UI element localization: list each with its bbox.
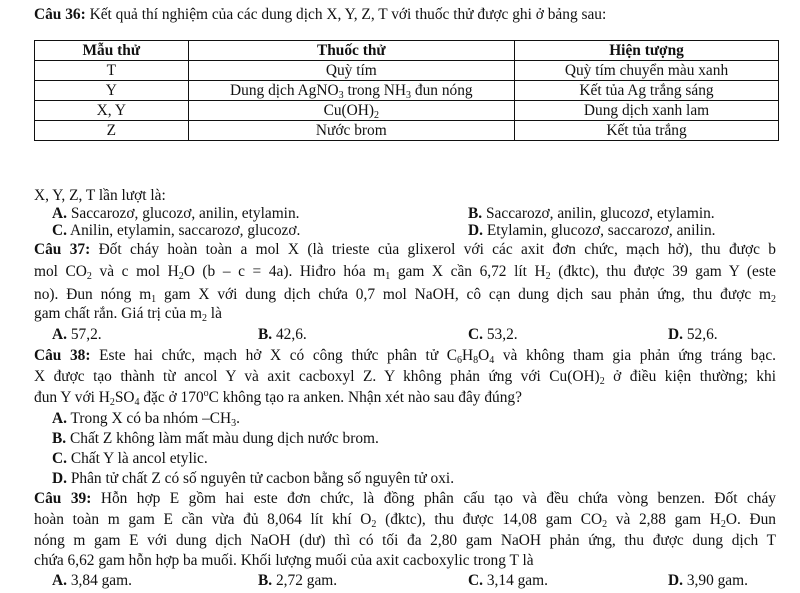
q36-stem bbox=[34, 6, 776, 24]
cell-reagent: $Cu(OH)_2$ bbox=[188, 101, 514, 121]
cell-reagent: Quỳ tím bbox=[188, 61, 514, 81]
q37-label: Câu 37: bbox=[34, 241, 91, 258]
table-row bbox=[35, 101, 779, 121]
q39-line-2: hoàn toàn m gam E cần vừa đủ 8,064 lít khí $O_2$ (đktc), thu được 14,08 gam $CO_2$ và 2,88 gam $H_2O$. Đun bbox=[34, 511, 776, 530]
q36-results-table bbox=[34, 40, 779, 141]
table-row bbox=[35, 61, 779, 81]
q37-option-a[interactable]: A. 57,2. bbox=[52, 326, 102, 343]
q39-line-4: chứa 6,62 gam hỗn hợp ba muối. Khối lượng muối của axit cacboxylic trong T là bbox=[34, 552, 534, 569]
q37-line-4: gam chất rắn. Giá trị của $m_2$ là bbox=[34, 305, 222, 324]
q36-option-d[interactable]: D. Etylamin, glucozơ, saccarozơ, anilin. bbox=[468, 222, 716, 239]
cell-sample: Y bbox=[35, 81, 189, 101]
header-sample: Mẫu thử bbox=[35, 41, 189, 61]
cell-phenomenon: Kết tủa trắng bbox=[515, 121, 779, 141]
table-row bbox=[35, 121, 779, 141]
q38-label: Câu 38: bbox=[34, 347, 91, 364]
q39-line-3: nóng m gam E với dung dịch NaOH (dư) thì có tối đa 2,80 gam NaOH phản ứng, thu được dung dịch T bbox=[34, 532, 776, 549]
q38-line-2: X được tạo thành từ ancol Y và axit cacboxyl Z. Y không phản ứng với $Cu(OH)_2$ ở điều kiện thường; khi bbox=[34, 368, 776, 387]
cell-sample: T bbox=[35, 61, 189, 81]
table-header-row bbox=[35, 41, 779, 61]
q37-line-2: mol $CO_2$ và c mol $H_2O$ (b – c = 4a). Hiđro hóa $m_1$ gam X cần 6,72 lít $H_2$ (đktc), thu được 39 gam Y (este bbox=[34, 263, 776, 282]
q39-option-d[interactable]: D. 3,90 gam. bbox=[668, 572, 748, 589]
q36-option-b[interactable]: B. Saccarozơ, anilin, glucozơ, etylamin. bbox=[468, 205, 715, 222]
q37-option-d[interactable]: D. 52,6. bbox=[668, 326, 718, 343]
q36-option-c[interactable]: C. Anilin, etylamin, saccarozơ, glucozơ. bbox=[52, 222, 301, 239]
cell-phenomenon: Dung dịch xanh lam bbox=[515, 101, 779, 121]
q39-option-b[interactable]: B. 2,72 gam. bbox=[258, 572, 338, 589]
cell-reagent: Dung dịch AgNO$_3$ trong $NH_3$ đun nóng bbox=[188, 81, 514, 101]
q38-line-3: đun Y với $H_2SO_4$ đặc ở 170$^o$C không tạo ra anken. Nhận xét nào sau đây đúng? bbox=[34, 388, 522, 408]
q39-line-1: Câu 39: Hỗn hợp E gồm hai este đơn chức, là đồng phân cấu tạo và đều chứa vòng benzen. Đốt cháy bbox=[34, 490, 776, 507]
cell-phenomenon: Quỳ tím chuyển màu xanh bbox=[515, 61, 779, 81]
q39-label: Câu 39: bbox=[34, 490, 92, 507]
cell-reagent: Nước brom bbox=[188, 121, 514, 141]
cell-sample: X, Y bbox=[35, 101, 189, 121]
cell-sample: Z bbox=[35, 121, 189, 141]
q39-option-a[interactable]: A. 3,84 gam. bbox=[52, 572, 132, 589]
q38-option-c[interactable]: C. Chất Y là ancol etylic. bbox=[52, 450, 208, 467]
q37-option-c[interactable]: C. 53,2. bbox=[468, 326, 518, 343]
q38-option-d[interactable]: D. Phân tử chất Z có số nguyên tử cacbon bằng số nguyên tử oxi. bbox=[52, 470, 455, 487]
q36-label: Câu 36: bbox=[34, 6, 86, 23]
q39-option-c[interactable]: C. 3,14 gam. bbox=[468, 572, 548, 589]
cell-phenomenon: Kết tủa Ag trắng sáng bbox=[515, 81, 779, 101]
q38-option-a[interactable]: A. Trong X có ba nhóm $-CH_3$. bbox=[52, 410, 241, 429]
q36-text: Kết quả thí nghiệm của các dung dịch X, Y, Z, T với thuốc thử được ghi ở bảng sau: bbox=[89, 6, 607, 23]
q38-option-b[interactable]: B. Chất Z không làm mất màu dung dịch nước brom. bbox=[52, 430, 379, 447]
table-row bbox=[35, 81, 779, 101]
q37-line-3: no). Đun nóng $m_1$ gam X với dung dịch chứa 0,7 mol NaOH, cô cạn dung dịch sau phản ứng, thu được $m_2$ bbox=[34, 286, 776, 305]
header-reagent: Thuốc thử bbox=[188, 41, 514, 61]
q37-option-b[interactable]: B. 42,6. bbox=[258, 326, 307, 343]
q37-line-1: Câu 37: Đốt cháy hoàn toàn a mol X (là trieste của glixerol với các axit đơn chức, mạch hở), thu được b bbox=[34, 241, 776, 258]
q36-prompt: X, Y, Z, T lần lượt là: bbox=[34, 187, 166, 204]
q36-option-a[interactable]: A. Saccarozơ, glucozơ, anilin, etylamin. bbox=[52, 205, 300, 222]
q38-line-1: Câu 38: Este hai chức, mạch hở X có công thức phân tử $C_6H_8O_4$ và không tham gia phản ứng tráng bạc. bbox=[34, 347, 777, 366]
header-phenomenon: Hiện tượng bbox=[515, 41, 779, 61]
